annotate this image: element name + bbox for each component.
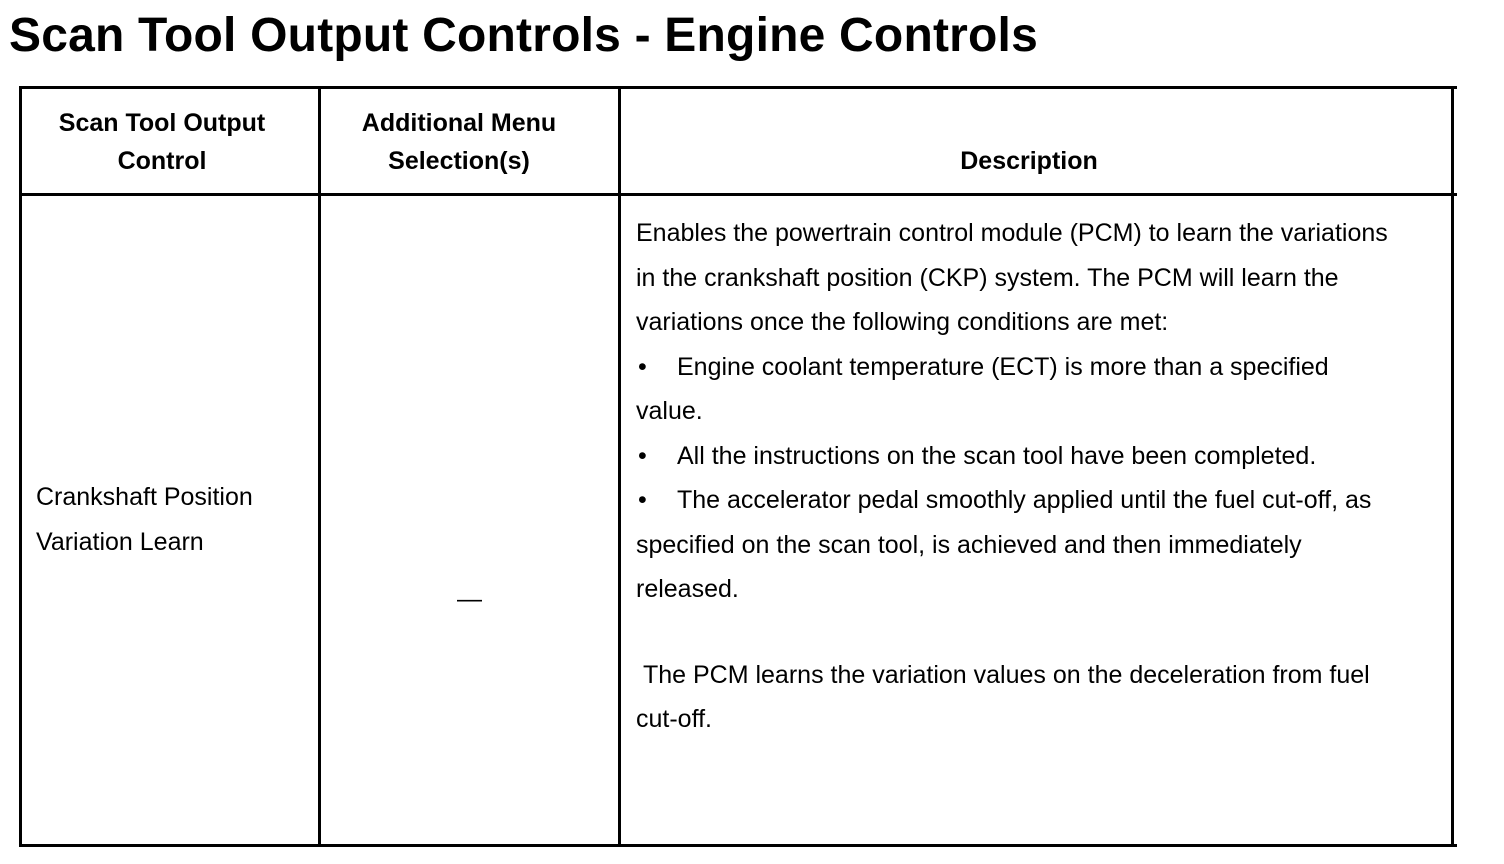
output-controls-table [19, 86, 1457, 848]
description-cell [636, 211, 1396, 742]
control-name-cell: Crankshaft Position Variation Learn [36, 483, 253, 556]
description-bullet [636, 478, 1396, 612]
description-intro: Enables the powertrain control module (PCM) to learn the variations in the crankshaft position (CKP) system. The PCM will learn the variations once the following conditions are met: [636, 219, 1395, 336]
bullet-text: The accelerator pedal smoothly applied until the fuel cut-off, as specified on the scan tool, is achieved and then immediately released. [636, 486, 1372, 603]
header-menu: Additional Menu Selection(s) [361, 109, 557, 175]
bullet-icon: • [638, 486, 647, 514]
description-bullet [636, 345, 1396, 434]
header-description: Description [960, 147, 1098, 175]
bullet-icon: • [638, 441, 647, 470]
table-border-bottom [19, 844, 1457, 847]
table-border-left [19, 86, 22, 847]
table-border-right [1451, 86, 1454, 847]
paragraph-gap [636, 612, 1396, 653]
header-divider [19, 193, 1457, 196]
column-divider-1 [318, 86, 321, 847]
column-divider-2 [618, 86, 621, 847]
bullet-icon: • [638, 352, 647, 381]
bullet-text: All the instructions on the scan tool have been completed. [677, 441, 1317, 470]
bullet-text: Engine coolant temperature (ECT) is more than a specified value. [636, 352, 1329, 425]
header-control: Scan Tool Output Control [58, 109, 266, 175]
description-note: The PCM learns the variation values on the deceleration from fuel cut-off. [636, 660, 1377, 733]
table-border-top [19, 86, 1457, 89]
page-title: Scan Tool Output Controls - Engine Controls [9, 9, 1038, 62]
menu-selection-cell: — [457, 585, 482, 613]
description-bullet [636, 434, 1396, 479]
